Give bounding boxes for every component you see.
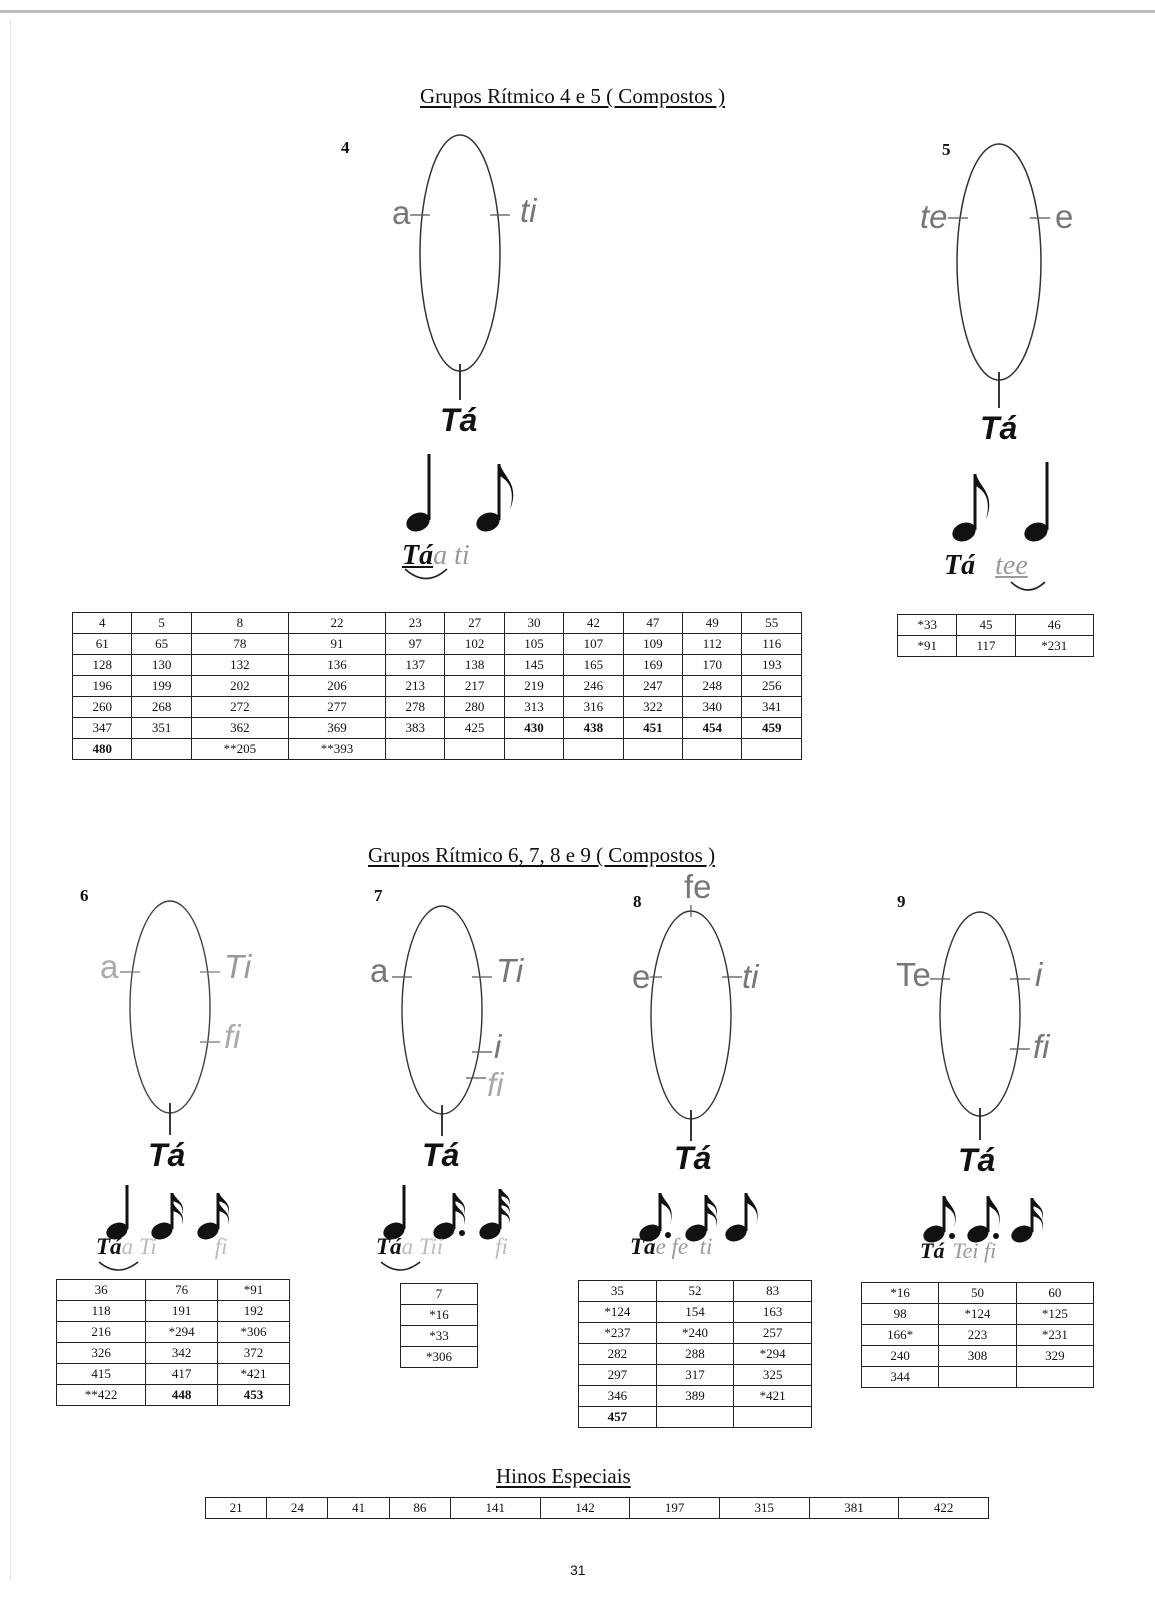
table-cell <box>742 739 802 760</box>
solfa-line-8 <box>630 1234 712 1260</box>
table-cell: 8 <box>191 613 288 634</box>
table-cell: 422 <box>899 1498 989 1519</box>
table-cell: 202 <box>191 676 288 697</box>
table-cell: 223 <box>939 1325 1016 1346</box>
table-cell: 457 <box>579 1407 657 1428</box>
eighth-note-icon <box>950 474 990 545</box>
group-number-4: 4 <box>341 138 350 157</box>
table-cell: 191 <box>146 1301 218 1322</box>
table-row <box>579 1302 812 1323</box>
table-cell: 219 <box>504 676 563 697</box>
table-cell: 372 <box>218 1343 290 1364</box>
solfa-ta-6: Tá <box>96 1234 122 1259</box>
table-cell: *421 <box>734 1386 812 1407</box>
table-cell: 288 <box>656 1344 734 1365</box>
rhythm-oval-9 <box>925 906 1035 1146</box>
hymn-table-group-8 <box>578 1280 812 1428</box>
syllable-left-9: Te <box>896 956 931 993</box>
solfa-rest1-7: a Tii <box>401 1234 444 1259</box>
table-row <box>57 1322 290 1343</box>
eighth-note-icon <box>723 1193 758 1245</box>
syllable-right1-7: Ti <box>496 952 524 989</box>
table-cell: 138 <box>445 655 504 676</box>
table-cell: 105 <box>504 634 563 655</box>
table-cell: 193 <box>742 655 802 676</box>
table-cell: 248 <box>683 676 742 697</box>
tie-arc-6 <box>96 1260 142 1276</box>
table-cell: 136 <box>288 655 385 676</box>
table-row <box>401 1326 478 1347</box>
table-cell: 45 <box>957 615 1015 636</box>
table-cell: *125 <box>1016 1304 1093 1325</box>
solfa-ta-7: Tá <box>376 1234 402 1259</box>
solfa-line-6 <box>96 1234 228 1260</box>
quarter-note-icon <box>1022 462 1051 545</box>
table-cell: *240 <box>656 1323 734 1344</box>
table-cell: 154 <box>656 1302 734 1323</box>
table-cell: 459 <box>742 718 802 739</box>
table-cell: 256 <box>742 676 802 697</box>
table-cell: 76 <box>146 1280 218 1301</box>
table-cell: 316 <box>564 697 623 718</box>
syllable-right2-6: fi <box>224 1018 241 1055</box>
table-cell <box>132 739 191 760</box>
solfa-rest-8: e fe ti <box>655 1234 713 1259</box>
syllable-top-8: fe <box>684 868 712 905</box>
table-row <box>57 1364 290 1385</box>
table-cell: 280 <box>445 697 504 718</box>
table-row <box>57 1301 290 1322</box>
eighth-note-icon <box>474 464 514 535</box>
table-cell: 246 <box>564 676 623 697</box>
table-cell: *237 <box>579 1323 657 1344</box>
group-number-7: 7 <box>374 886 383 905</box>
table-cell: 340 <box>683 697 742 718</box>
section-heading-4-5: Grupos Rítmico 4 e 5 ( Compostos ) <box>420 84 726 108</box>
table-cell: 346 <box>579 1386 657 1407</box>
table-cell: 130 <box>132 655 191 676</box>
table-cell: 128 <box>73 655 132 676</box>
table-row <box>579 1386 812 1407</box>
special-hymns-table <box>205 1497 989 1519</box>
table-cell: 169 <box>623 655 682 676</box>
syllable-right1-9: i <box>1035 956 1043 993</box>
table-row <box>862 1346 1094 1367</box>
hymn-table-group-7 <box>400 1283 478 1368</box>
group-number-8: 8 <box>633 892 642 911</box>
table-cell: **205 <box>191 739 288 760</box>
table-cell: 213 <box>386 676 445 697</box>
solfa-ta-9: Tá <box>920 1238 945 1263</box>
table-cell: 260 <box>73 697 132 718</box>
solfa-rest1-6: a Ti <box>121 1234 157 1259</box>
table-cell <box>504 739 563 760</box>
table-cell: 170 <box>683 655 742 676</box>
table-cell <box>623 739 682 760</box>
table-row <box>898 636 1094 657</box>
syllable-ta-7: Tá <box>422 1137 460 1173</box>
table-cell: 117 <box>957 636 1015 657</box>
table-row <box>401 1305 478 1326</box>
table-cell: 47 <box>623 613 682 634</box>
table-cell: *124 <box>579 1302 657 1323</box>
table-cell: 217 <box>445 676 504 697</box>
table-row <box>862 1367 1094 1388</box>
table-cell: 5 <box>132 613 191 634</box>
group-number-6: 6 <box>80 886 89 905</box>
table-cell: 35 <box>579 1281 657 1302</box>
table-cell: 165 <box>564 655 623 676</box>
table-cell <box>564 739 623 760</box>
table-cell: 342 <box>146 1343 218 1364</box>
section-heading-6-9: Grupos Rítmico 6, 7, 8 e 9 ( Compostos ) <box>368 843 716 867</box>
solfa-line-9 <box>920 1238 996 1264</box>
table-cell <box>683 739 742 760</box>
table-cell: 49 <box>683 613 742 634</box>
rhythm-oval-5 <box>940 132 1060 414</box>
table-row <box>862 1283 1094 1304</box>
table-row <box>73 676 802 697</box>
table-row <box>898 615 1094 636</box>
table-row <box>57 1343 290 1364</box>
table-cell: 52 <box>656 1281 734 1302</box>
rhythm-oval-8 <box>650 905 760 1145</box>
table-cell: 277 <box>288 697 385 718</box>
notation-4 <box>398 452 528 537</box>
table-cell: 98 <box>862 1304 939 1325</box>
table-row <box>579 1281 812 1302</box>
table-cell: 91 <box>288 634 385 655</box>
table-cell: 206 <box>288 676 385 697</box>
table-row <box>401 1284 478 1305</box>
table-cell <box>939 1367 1016 1388</box>
table-cell: *91 <box>898 636 957 657</box>
table-cell: *91 <box>218 1280 290 1301</box>
table-cell: 55 <box>742 613 802 634</box>
table-cell: 362 <box>191 718 288 739</box>
syllable-ta-9: Tá <box>958 1142 996 1178</box>
table-cell: 78 <box>191 634 288 655</box>
table-row <box>401 1347 478 1368</box>
table-cell: *124 <box>939 1304 1016 1325</box>
table-cell: 216 <box>57 1322 146 1343</box>
table-cell: 341 <box>742 697 802 718</box>
table-cell <box>1016 1367 1093 1388</box>
table-cell: 451 <box>623 718 682 739</box>
table-row <box>73 718 802 739</box>
table-row <box>57 1280 290 1301</box>
tie-arc-7 <box>378 1260 424 1276</box>
table-cell: 389 <box>656 1386 734 1407</box>
table-cell: 61 <box>73 634 132 655</box>
table-cell: 50 <box>939 1283 1016 1304</box>
table-cell: 199 <box>132 676 191 697</box>
hymn-table-group-5 <box>897 614 1094 657</box>
syllable-left-5: te <box>920 198 948 235</box>
table-cell: 278 <box>386 697 445 718</box>
table-cell: 315 <box>719 1498 809 1519</box>
hymn-table-group-4 <box>72 612 802 760</box>
group-number-5: 5 <box>942 140 951 159</box>
table-row <box>579 1344 812 1365</box>
syllable-right2-7: i <box>494 1028 502 1065</box>
table-cell: 282 <box>579 1344 657 1365</box>
syllable-right-8: ti <box>742 958 759 995</box>
scan-top-border <box>0 10 1155 13</box>
table-cell: *231 <box>1016 1325 1093 1346</box>
table-cell: 46 <box>1015 615 1093 636</box>
table-cell: 430 <box>504 718 563 739</box>
table-row <box>73 697 802 718</box>
table-cell: 24 <box>267 1498 328 1519</box>
table-cell: 415 <box>57 1364 146 1385</box>
notation-5 <box>944 460 1064 545</box>
syllable-ta-5: Tá <box>980 410 1018 446</box>
table-cell: 344 <box>862 1367 939 1388</box>
quarter-note-icon <box>404 454 433 535</box>
table-cell: 272 <box>191 697 288 718</box>
table-cell <box>386 739 445 760</box>
table-cell: 326 <box>57 1343 146 1364</box>
table-cell: 116 <box>742 634 802 655</box>
solfa-rest-5: tee <box>995 550 1028 581</box>
table-cell: *294 <box>734 1344 812 1365</box>
solfa-ta-8: Tá <box>630 1234 656 1259</box>
table-row <box>73 634 802 655</box>
table-row <box>57 1385 290 1406</box>
table-cell: 107 <box>564 634 623 655</box>
table-cell: **393 <box>288 739 385 760</box>
solfa-rest2-7: fi <box>495 1234 508 1259</box>
table-cell: 329 <box>1016 1346 1093 1367</box>
syllable-left-4: a <box>392 194 411 231</box>
page-number: 31 <box>570 1562 586 1578</box>
table-cell: 23 <box>386 613 445 634</box>
table-row <box>206 1498 989 1519</box>
table-cell <box>445 739 504 760</box>
table-cell: *33 <box>401 1326 478 1347</box>
table-cell: 4 <box>73 613 132 634</box>
table-cell: 41 <box>328 1498 389 1519</box>
rhythm-oval-6 <box>115 895 225 1140</box>
table-cell: 142 <box>540 1498 630 1519</box>
table-cell: *294 <box>146 1322 218 1343</box>
syllable-ta-6: Tá <box>148 1137 186 1173</box>
table-cell: 383 <box>386 718 445 739</box>
solfa-ta-4: Tá <box>402 540 434 571</box>
sixteenth-note-icon <box>1009 1198 1043 1246</box>
table-cell: 141 <box>450 1498 540 1519</box>
table-cell: *16 <box>401 1305 478 1326</box>
tie-arc-4 <box>402 566 452 584</box>
table-cell: 257 <box>734 1323 812 1344</box>
scan-left-edge <box>10 20 11 1580</box>
rhythm-oval-7 <box>390 900 500 1140</box>
syllable-right3-7: fi <box>487 1066 504 1103</box>
table-cell <box>656 1407 734 1428</box>
table-cell: 197 <box>630 1498 720 1519</box>
table-cell: 36 <box>57 1280 146 1301</box>
table-cell: 132 <box>191 655 288 676</box>
table-cell: 137 <box>386 655 445 676</box>
table-cell: 347 <box>73 718 132 739</box>
table-cell: 297 <box>579 1365 657 1386</box>
syllable-right1-6: Ti <box>224 948 252 985</box>
table-cell: *33 <box>898 615 957 636</box>
table-cell: 453 <box>218 1385 290 1406</box>
table-cell: 351 <box>132 718 191 739</box>
solfa-rest-4: a ti <box>433 540 470 571</box>
table-cell: 83 <box>734 1281 812 1302</box>
table-cell: 240 <box>862 1346 939 1367</box>
table-row <box>862 1304 1094 1325</box>
table-cell: **422 <box>57 1385 146 1406</box>
hymn-table-group-6 <box>56 1279 290 1406</box>
table-cell: *16 <box>862 1283 939 1304</box>
syllable-left-8: e <box>632 958 651 995</box>
table-cell: *306 <box>218 1322 290 1343</box>
table-cell: 417 <box>146 1364 218 1385</box>
rhythm-oval-4 <box>405 128 515 408</box>
table-cell: 268 <box>132 697 191 718</box>
syllable-ta-4: Tá <box>440 402 478 438</box>
table-row <box>579 1365 812 1386</box>
table-cell: 308 <box>939 1346 1016 1367</box>
table-cell: 22 <box>288 613 385 634</box>
table-cell: 30 <box>504 613 563 634</box>
table-cell: 313 <box>504 697 563 718</box>
table-row <box>862 1325 1094 1346</box>
table-cell: 448 <box>146 1385 218 1406</box>
table-cell: 112 <box>683 634 742 655</box>
table-cell: *421 <box>218 1364 290 1385</box>
table-cell: 438 <box>564 718 623 739</box>
solfa-line-7 <box>376 1234 508 1260</box>
solfa-ta-5: Tá <box>944 550 976 581</box>
table-cell: 102 <box>445 634 504 655</box>
syllable-ta-8: Tá <box>674 1140 712 1176</box>
table-cell: 166* <box>862 1325 939 1346</box>
table-cell: 325 <box>734 1365 812 1386</box>
table-cell: 86 <box>389 1498 450 1519</box>
table-cell: 454 <box>683 718 742 739</box>
table-cell: 118 <box>57 1301 146 1322</box>
table-cell: 369 <box>288 718 385 739</box>
solfa-rest-9: Tei fi <box>952 1238 997 1263</box>
hymn-table-group-9 <box>861 1282 1094 1388</box>
table-row <box>73 655 802 676</box>
table-cell: 480 <box>73 739 132 760</box>
tie-arc-5 <box>1008 580 1048 596</box>
table-cell: 21 <box>206 1498 267 1519</box>
group-number-9: 9 <box>897 892 906 911</box>
table-cell: 322 <box>623 697 682 718</box>
syllable-left-6: a <box>100 948 119 985</box>
table-cell: 425 <box>445 718 504 739</box>
syllable-left-7: a <box>370 952 389 989</box>
table-row <box>73 613 802 634</box>
solfa-rest2-6: fi <box>214 1234 228 1259</box>
solfa-line-5 <box>944 550 1028 582</box>
special-hymns-heading: Hinos Especiais <box>496 1464 631 1488</box>
table-cell: 381 <box>809 1498 899 1519</box>
table-row <box>579 1323 812 1344</box>
table-cell: *306 <box>401 1347 478 1368</box>
syllable-right-5: e <box>1055 198 1074 235</box>
table-cell: 42 <box>564 613 623 634</box>
table-cell: 65 <box>132 634 191 655</box>
table-cell: 109 <box>623 634 682 655</box>
table-cell: 145 <box>504 655 563 676</box>
table-cell: *231 <box>1015 636 1093 657</box>
table-row <box>73 739 802 760</box>
table-cell: 97 <box>386 634 445 655</box>
table-cell: 7 <box>401 1284 478 1305</box>
table-cell: 27 <box>445 613 504 634</box>
table-cell <box>734 1407 812 1428</box>
table-row <box>579 1407 812 1428</box>
table-cell: 163 <box>734 1302 812 1323</box>
table-cell: 247 <box>623 676 682 697</box>
table-cell: 60 <box>1016 1283 1093 1304</box>
syllable-right-4: ti <box>520 192 537 229</box>
table-cell: 317 <box>656 1365 734 1386</box>
table-cell: 192 <box>218 1301 290 1322</box>
syllable-right2-9: fi <box>1033 1028 1050 1065</box>
table-cell: 196 <box>73 676 132 697</box>
